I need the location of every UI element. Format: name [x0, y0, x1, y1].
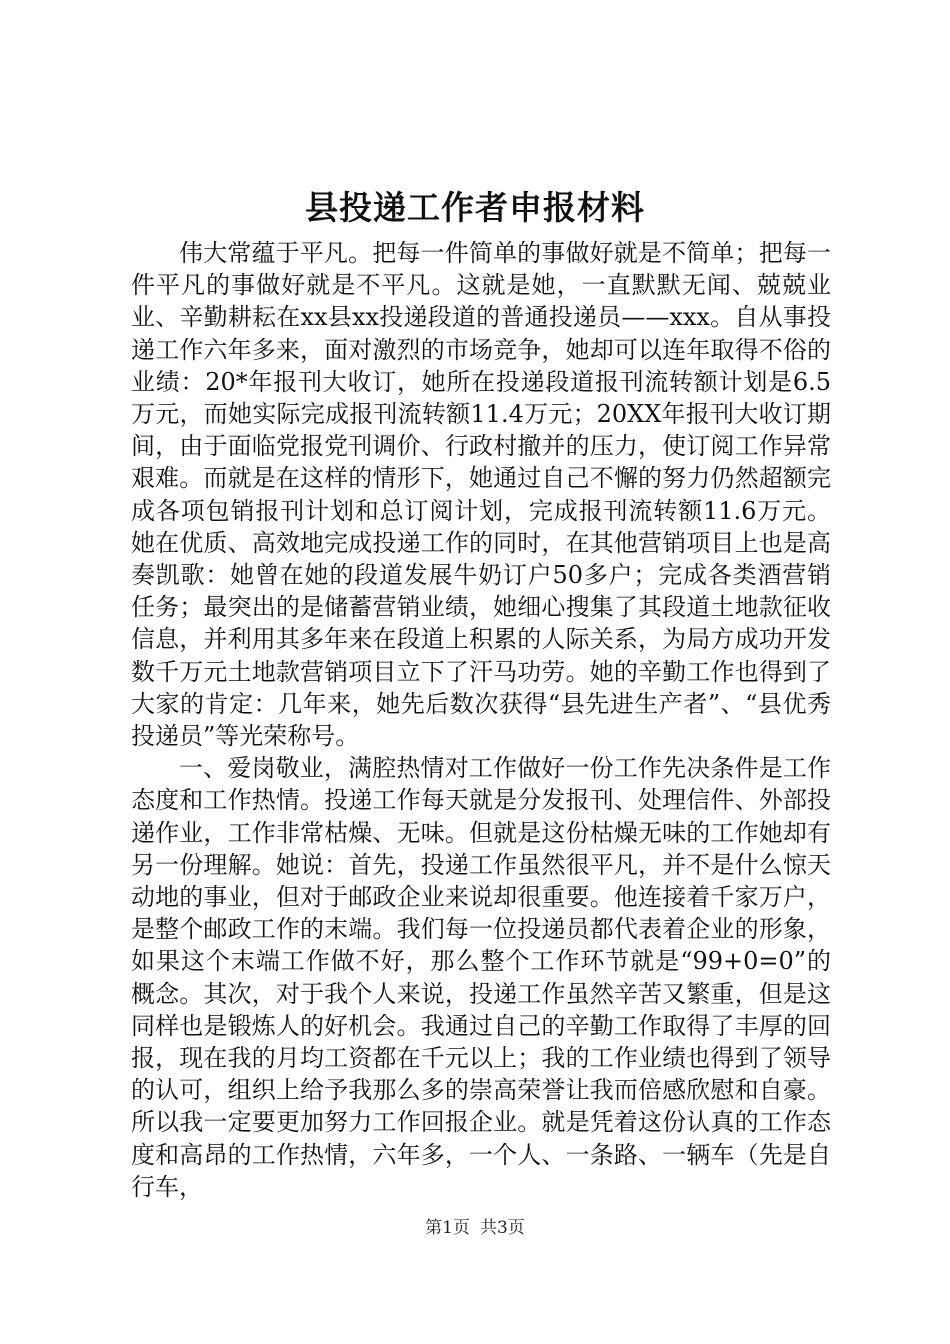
paragraph-intro: 伟大常蕴于平凡。把每一件简单的事做好就是不简单；把每一件平凡的事做好就是不平凡。这就是她，一直默默无闻、兢兢业业、辛勤耕耘在xx县xx投递段道的普通投递员——xxx。自从事投递工作六年多来，面对激烈的市场竞争，她却可以连年取得不俗的业绩：20*年报刊大收订，她所在投递段道报刊流转额计划是6.5万元，而她实际完成报刊流转额11.4万元；20XX年报刊大收订期间，由于面临党报党刊调价、行政村撤并的压力，使订阅工作异常艰难。而就是在这样的情形下，她通过自己不懈的努力仍然超额完成各项包销报刊计划和总订阅计划，完成报刊流转额11.6万元。她在优质、高效地完成投递工作的同时，在其他营销项目上也是高奏凯歌：她曾在她的段道发展牛奶订户50多户；完成各类酒营销任务；最突出的是储蓄营销业绩，她细心搜集了其段道土地款征收信息，并利用其多年来在段道上积累的人际关系，为局方成功开发数千万元土地款营销项目立下了汗马功劳。她的辛勤工作也得到了大家的肯定：几年来，她先后数次获得“县先进生产者”、“县优秀投递员”等光荣称号。: [131, 239, 831, 751]
document-body: [131, 237, 831, 1203]
paragraph-section-one: 一、爱岗敬业，满腔热情对工作做好一份工作先决条件是工作态度和工作热情。投递工作每天就是分发报刊、处理信件、外部投递作业，工作非常枯燥、无味。但就是这份枯燥无味的工作她却有另一份理解。她说：首先，投递工作虽然很平凡，并不是什么惊天动地的事业，但对于邮政企业来说却很重要。他连接着千家万户，是整个邮政工作的末端。我们每一位投递员都代表着企业的形象，如果这个末端工作做不好，那么整个工作环节就是“99+0=0”的概念。其次，对于我个人来说，投递工作虽然辛苦又繁重，但是这同样也是锻炼人的好机会。我通过自己的辛勤工作取得了丰厚的回报，现在我的月均工资都在千元以上；我的工作业绩也得到了领导的认可，组织上给予我那么多的崇高荣誉让我而倍感欣慰和自豪。所以我一定要更加努力工作回报企业。就是凭着这份认真的工作态度和高昂的工作热情，六年多，一个人、一条路、一辆车（先是自行车，: [131, 754, 831, 1201]
page-number-current: 第1页: [425, 1218, 470, 1238]
page-number-total: 共3页: [480, 1218, 525, 1238]
document-title: 县投递工作者申报材料: [305, 188, 645, 227]
page-footer: [0, 1216, 950, 1240]
